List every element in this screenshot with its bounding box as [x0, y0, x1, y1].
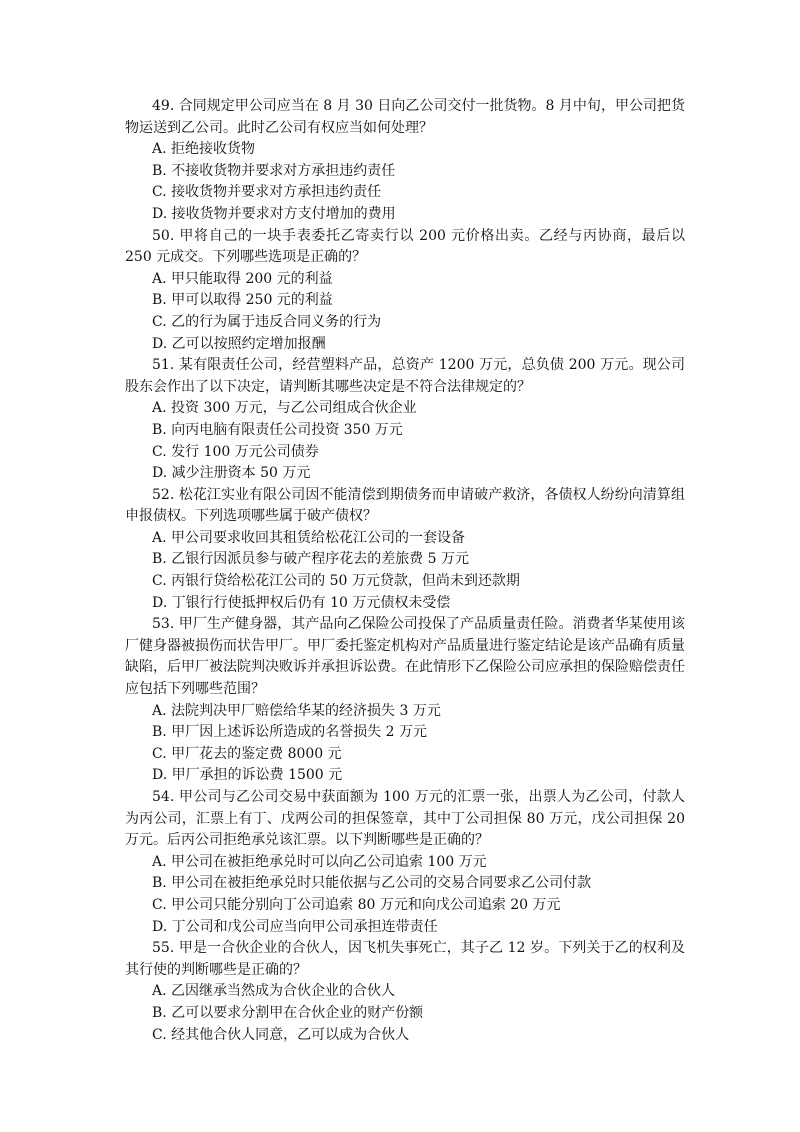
question-52: [125, 485, 685, 615]
option-c: C. 甲厂花去的鉴定费 8000 元: [152, 745, 342, 762]
option-b: B. 不接收货物并要求对方承担违约责任: [152, 162, 396, 179]
option-c: C. 接收货物并要求对方承担违约责任: [152, 184, 382, 201]
option-d: D. 减少注册资本 50 万元: [152, 465, 311, 482]
option-d: D. 接收货物并要求对方支付增加的费用: [152, 205, 396, 222]
question-stem: 49. 合同规定甲公司应当在 8 月 30 日向乙公司交付一批货物。8 月中旬，甲公司把货物运送到乙公司。此时乙公司有权应当如何处理？: [125, 98, 685, 136]
question-stem: 51. 某有限责任公司，经营塑料产品，总资产 1200 万元，总负债 200 万元。现公司股东会作出了以下决定，请判断其哪些决定是不符合法律规定的？: [125, 357, 685, 395]
question-stem: 53. 甲厂生产健身器，其产品向乙保险公司投保了产品质量责任险。消费者华某使用该厂健身器被损伤而状告甲厂。甲厂委托鉴定机构对产品质量进行鉴定结论是该产品确有质量缺陷，后甲厂被法院判决败诉并承担诉讼费。在此情形下乙保险公司应承担的保险赔偿责任应包括下列哪些范围？: [125, 616, 685, 698]
question-51: [125, 355, 685, 485]
question-50: [125, 226, 685, 356]
option-d: D. 丁银行行使抵押权后仍有 10 万元债权未受偿: [152, 594, 451, 611]
question-stem: 52. 松花江实业有限公司因不能清偿到期债务而申请破产救济，各债权人纷纷向清算组申报债权。下列选项哪些属于破产债权？: [125, 486, 685, 525]
option-b: B. 甲可以取得 250 元的利益: [152, 292, 333, 309]
option-b: B. 乙银行因派员参与破产程序花去的差旅费 5 万元: [152, 551, 469, 568]
option-a: A. 投资 300 万元，与乙公司组成合伙企业: [152, 400, 417, 417]
option-b: B. 甲公司在被拒绝承兑时只能依据与乙公司的交易合同要求乙公司付款: [152, 875, 592, 892]
question-54: [125, 787, 685, 938]
option-c: C. 甲公司只能分别向丁公司追索 80 万元和向戊公司追索 20 万元: [152, 896, 561, 913]
option-a: A. 拒绝接收货物: [152, 141, 256, 158]
question-55: [125, 938, 685, 1046]
option-c: C. 乙的行为属于违反合同义务的行为: [152, 313, 382, 330]
option-a: A. 甲只能取得 200 元的利益: [152, 270, 333, 287]
question-stem: 55. 甲是一合伙企业的合伙人，因飞机失事死亡，其子乙 12 岁。下列关于乙的权利及其行使的判断哪些是正确的？: [125, 940, 685, 978]
option-b: B. 甲厂因上述诉讼所造成的名誉损失 2 万元: [152, 724, 427, 741]
question-stem: 54. 甲公司与乙公司交易中获面额为 100 万元的汇票一张，出票人为乙公司，付款人为丙公司，汇票上有丁、戊两公司的担保签章，其中丁公司担保 80 万元，戊公司担保 20 万元。后丙公司拒绝承兑该汇票。以下判断哪些是正确的？: [125, 789, 685, 849]
question-list: [125, 96, 685, 1046]
option-a: A. 甲公司在被拒绝承兑时可以向乙公司追索 100 万元: [152, 853, 487, 870]
option-d: D. 乙可以按照约定增加报酬: [152, 335, 326, 352]
option-d: D. 丁公司和戊公司应当向甲公司承担连带责任: [152, 918, 438, 935]
question-53: [125, 614, 685, 787]
option-a: A. 乙因继承当然成为合伙企业的合伙人: [152, 983, 396, 1000]
question-49: [125, 96, 685, 226]
option-c: C. 丙银行贷给松花江公司的 50 万元贷款，但尚未到还款期: [152, 573, 520, 590]
option-c: C. 发行 100 万元公司债券: [152, 443, 319, 460]
option-c: C. 经其他合伙人同意，乙可以成为合伙人: [152, 1026, 410, 1043]
option-b: B. 乙可以要求分割甲在合伙企业的财产份额: [152, 1004, 424, 1021]
option-b: B. 向丙电脑有限责任公司投资 350 万元: [152, 421, 403, 438]
question-stem: 50. 甲将自己的一块手表委托乙寄卖行以 200 元价格出卖。乙经与丙协商，最后以 250 元成交。下列哪些选项是正确的？: [125, 227, 685, 266]
option-d: D. 甲厂承担的诉讼费 1500 元: [152, 767, 343, 784]
option-a: A. 甲公司要求收回其租赁给松花江公司的一套设备: [152, 529, 466, 546]
option-a: A. 法院判决甲厂赔偿给华某的经济损失 3 万元: [152, 702, 441, 719]
